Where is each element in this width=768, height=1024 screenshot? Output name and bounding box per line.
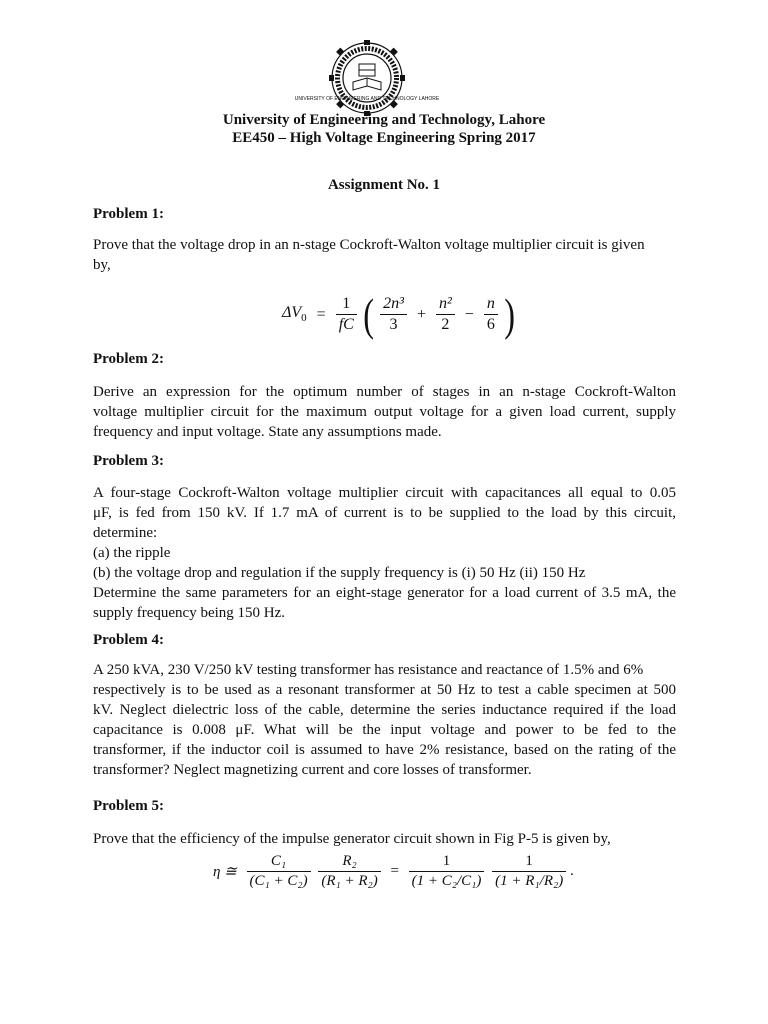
svg-text:UNIVERSITY OF ENGINEERING AND: UNIVERSITY OF ENGINEERING AND TECHNOLOGY LAHORE bbox=[294, 96, 440, 102]
text-line: capacitance is 0.008 μF. What will be the input voltage and power to be fed to the bbox=[93, 722, 676, 738]
problem-1-text bbox=[93, 235, 676, 275]
text-line: Derive an expression for the optimum number of stages in an n-stage Cockroft-Walton bbox=[93, 384, 676, 400]
text-line: by, bbox=[93, 257, 111, 273]
problem-4-title: Problem 4: bbox=[93, 632, 164, 648]
text-line: Determine the same parameters for an eight-stage generator for a load current of 3.5 mA, the bbox=[93, 585, 676, 601]
assignment-title: Assignment No. 1 bbox=[327, 177, 441, 193]
text-line: determine: bbox=[93, 525, 158, 541]
text-line: A four-stage Cockroft-Walton voltage multiplier circuit with capacitances all equal to 0.05 bbox=[93, 485, 676, 501]
course-title: EE450 – High Voltage Engineering Spring 2017 bbox=[232, 130, 536, 146]
text-line: μF, is fed from 150 kV. If 1.7 mA of current is to be supplied to the load by this circuit, bbox=[93, 505, 676, 521]
text-line: respectively is to be used as a resonant transformer at 50 Hz to test a cable specimen at 500 bbox=[93, 682, 676, 698]
text-line: Prove that the efficiency of the impulse generator circuit shown in Fig P-5 is given by, bbox=[93, 831, 611, 847]
text-line: transformer, if the inductor coil is assumed to have 2% resistance, based on the rating of the bbox=[93, 742, 676, 758]
text-line: (a) the ripple bbox=[93, 545, 171, 561]
problem-2-text bbox=[93, 382, 676, 442]
problem-2-title: Problem 2: bbox=[93, 351, 164, 367]
problem-5-text bbox=[93, 829, 676, 849]
problem-3-title: Problem 3: bbox=[93, 453, 164, 469]
text-line: supply frequency being 150 Hz. bbox=[93, 605, 286, 621]
problem-3-text bbox=[93, 483, 676, 623]
problem-1-title: Problem 1: bbox=[93, 206, 164, 222]
equation-efficiency: η ≅ $\frac{\text{C₁}}{\text{(C₁ + C₂)}}$ $\frac{\text{R₂}}{\text{(R₁ + R₂)}}$ = $\frac{1}{\text{(1 + C₂/C₁)}}$ $\frac{1}{\text{(1 + R₁/R₂)}}$ . bbox=[213, 853, 574, 889]
problem-5-title: Problem 5: bbox=[93, 798, 164, 814]
text-line: (b) the voltage drop and regulation if the supply frequency is (i) 50 Hz (ii) 150 Hz bbox=[93, 565, 586, 581]
text-line: voltage multiplier circuit for the maximum output voltage for a given load current, supply bbox=[93, 404, 676, 420]
university-title: University of Engineering and Technology, Lahore bbox=[222, 112, 546, 128]
text-line: transformer? Neglect magnetizing current and core losses of transformer. bbox=[93, 762, 532, 778]
university-seal-icon bbox=[294, 40, 440, 116]
text-line: A 250 kVA, 230 V/250 kV testing transformer has resistance and reactance of 1.5% and 6% bbox=[93, 662, 644, 678]
equation-voltage-drop: $\Delta V_0$ = $\frac{1}{fC}$ ( $\frac{\text{2n³}}{3}$ + $\frac{\text{n²}}{2}$ − $\frac{n}{6}$ ) bbox=[282, 289, 515, 340]
problem-4-text bbox=[93, 660, 676, 780]
text-line: kV. Neglect dielectric loss of the cable, determine the series inductance required if the load bbox=[93, 702, 676, 718]
text-line: frequency and input voltage. State any assumptions made. bbox=[93, 424, 442, 440]
text-line: Prove that the voltage drop in an n-stage Cockroft-Walton voltage multiplier circuit is given bbox=[93, 237, 645, 253]
